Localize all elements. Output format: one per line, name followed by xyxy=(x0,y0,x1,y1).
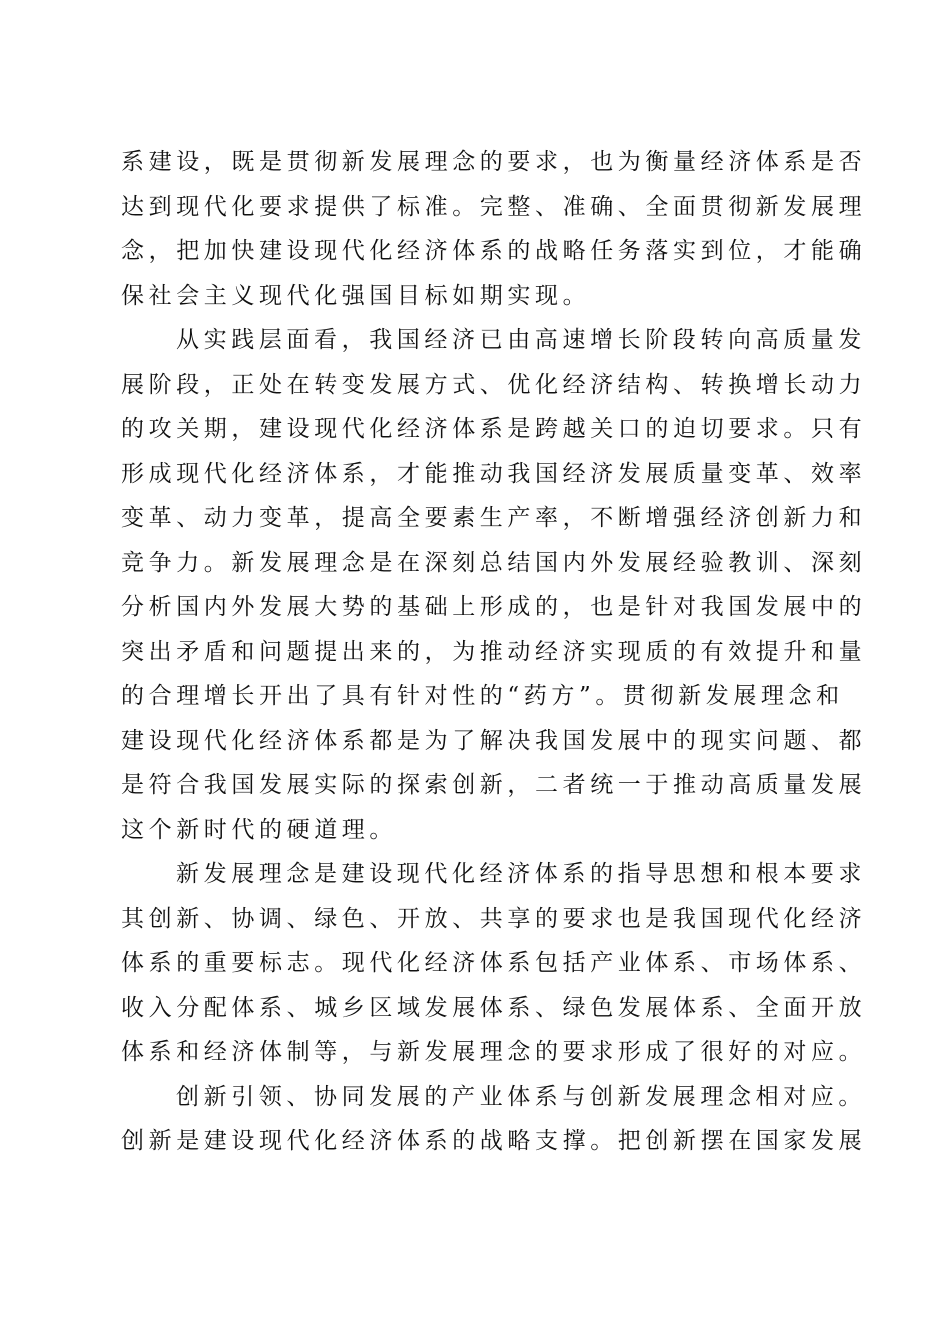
text-line: 变革、动力变革，提高全要素生产率，不断增强经济创新力和 xyxy=(121,505,867,531)
paragraph-first-line: 从实践层面看，我国经济已由高速增长阶段转向高质量发 xyxy=(176,327,866,353)
text-line: 系建设，既是贯彻新发展理念的要求，也为衡量经济体系是否 xyxy=(121,149,867,175)
text-line: 的攻关期，建设现代化经济体系是跨越关口的迫切要求。只有 xyxy=(121,416,867,442)
text-line: 形成现代化经济体系，才能推动我国经济发展质量变革、效率 xyxy=(121,460,867,487)
text-line: 建设现代化经济体系都是为了解决我国发展中的现实问题、都 xyxy=(121,727,867,754)
text-line: 其创新、协调、绿色、开放、共享的要求也是我国现代化经济 xyxy=(121,905,867,932)
text-line: 收入分配体系、城乡区域发展体系、绿色发展体系、全面开放 xyxy=(121,994,867,1021)
text-line: 体系和经济体制等，与新发展理念的要求形成了很好的对应。 xyxy=(121,1039,867,1065)
text-line: 念，把加快建设现代化经济体系的战略任务落实到位，才能确 xyxy=(121,238,867,264)
text-line: 分析国内外发展大势的基础上形成的，也是针对我国发展中的 xyxy=(121,594,867,620)
text-line: 竞争力。新发展理念是在深刻总结国内外发展经验教训、深刻 xyxy=(121,549,867,576)
text-line: 突出矛盾和问题提出来的，为推动经济实现质的有效提升和量 xyxy=(121,638,867,665)
document-body xyxy=(121,140,867,1164)
paragraph-first-line: 新发展理念是建设现代化经济体系的指导思想和根本要求 xyxy=(176,861,866,887)
text-line: 的合理增长开出了具有针对性的“药方”。贯彻新发展理念和 xyxy=(121,683,844,709)
text-line: 体系的重要标志。现代化经济体系包括产业体系、市场体系、 xyxy=(121,950,867,976)
paragraph-first-line: 创新引领、协同发展的产业体系与创新发展理念相对应。 xyxy=(176,1083,866,1110)
text-line: 展阶段，正处在转变发展方式、优化经济结构、转换增长动力 xyxy=(121,371,867,398)
text-line: 保社会主义现代化强国目标如期实现。 xyxy=(121,282,591,309)
text-line: 达到现代化要求提供了标准。完整、准确、全面贯彻新发展理 xyxy=(121,193,867,220)
text-line: 这个新时代的硬道理。 xyxy=(121,816,397,843)
text-line: 创新是建设现代化经济体系的战略支撑。把创新摆在国家发展 xyxy=(121,1128,867,1154)
text-line: 是符合我国发展实际的探索创新，二者统一于推动高质量发展 xyxy=(121,772,867,798)
